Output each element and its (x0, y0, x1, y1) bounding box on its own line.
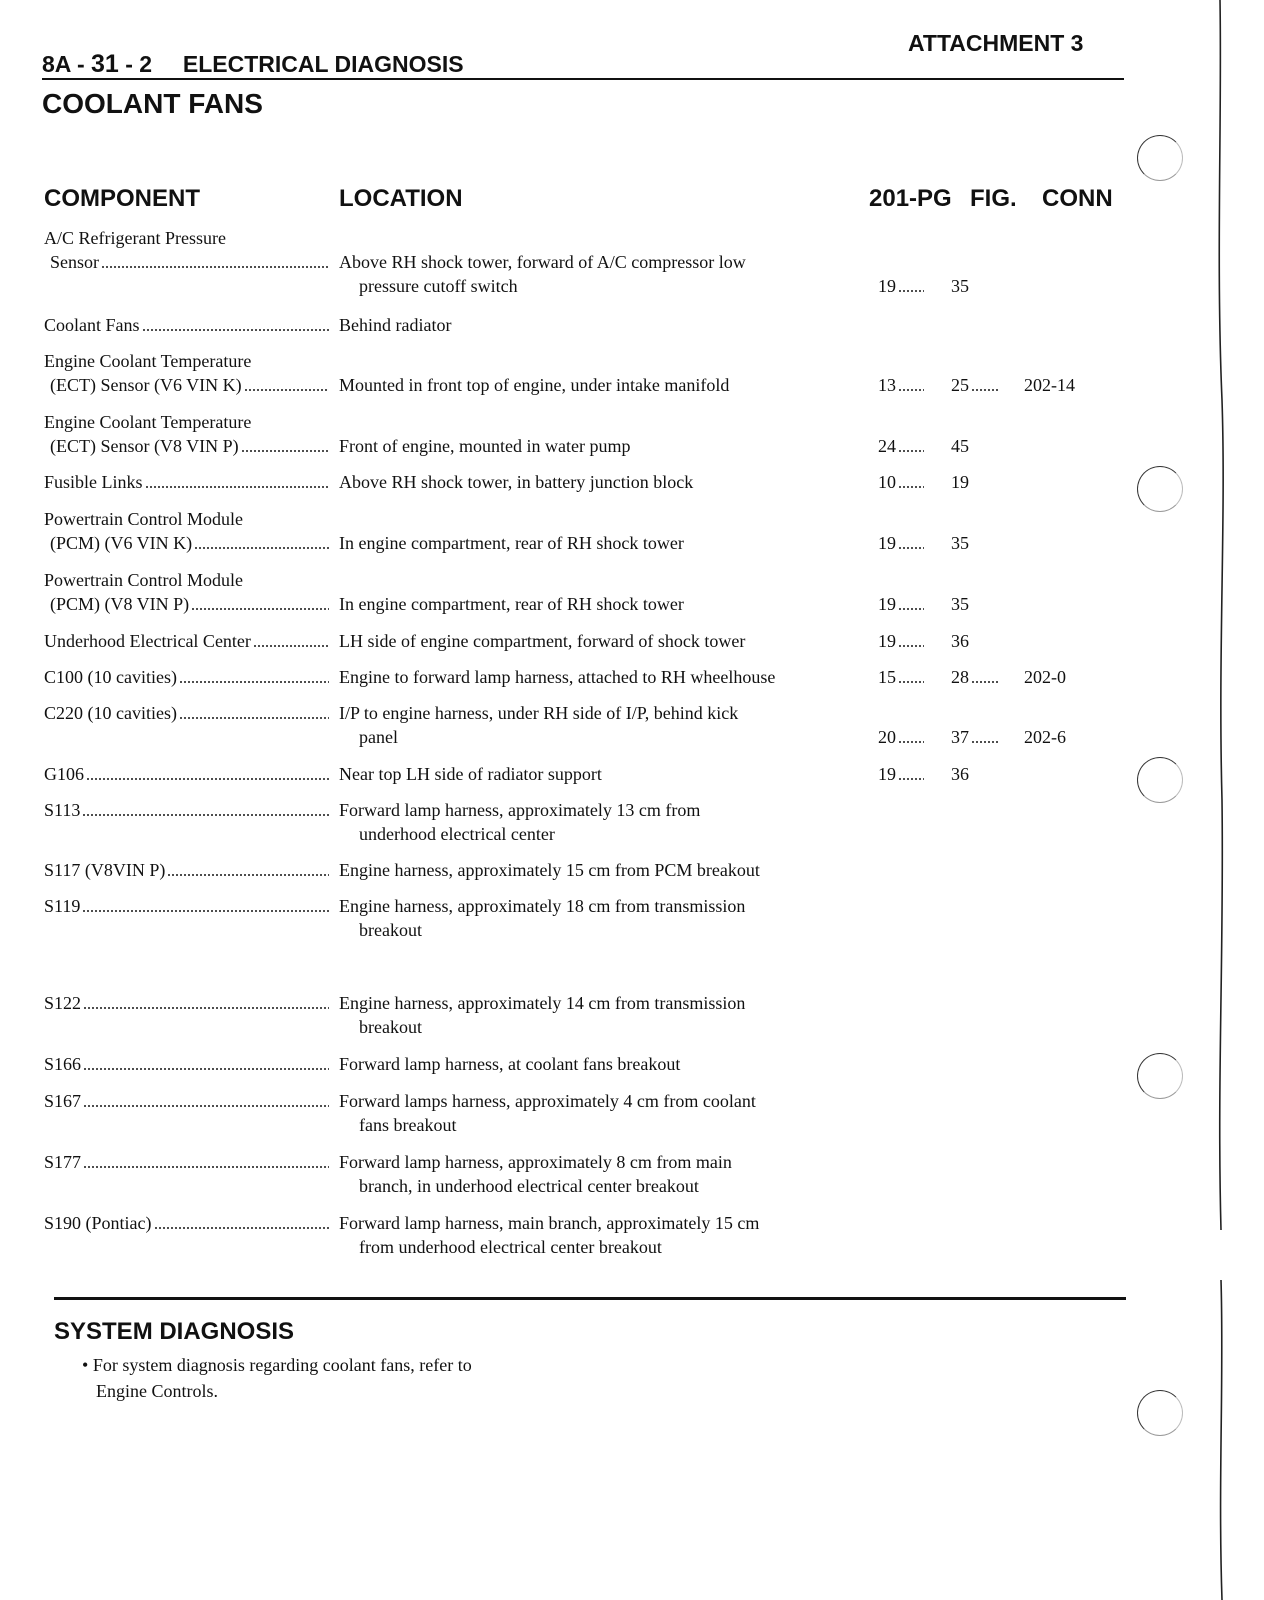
component-name: Fusible Links (44, 472, 143, 492)
page-ref: 24 (878, 436, 896, 456)
location-text-cont: breakout (359, 920, 422, 940)
location-text: Above RH shock tower, in battery junction block (339, 472, 694, 492)
page-edge-line (1218, 0, 1264, 1600)
location-cell (339, 470, 874, 494)
component-name-cont: (ECT) Sensor (V8 VIN P) (50, 436, 239, 456)
location-cell (339, 858, 874, 882)
component-cell (44, 470, 329, 494)
component-cell (44, 1150, 329, 1174)
dot-leader (971, 741, 999, 743)
figure-ref: 36 (951, 631, 969, 651)
figure-ref: 25 (951, 375, 969, 395)
dot-leader (179, 717, 329, 719)
location-cell (339, 701, 874, 749)
location-text: Behind radiator (339, 315, 452, 335)
column-header-location: LOCATION (339, 185, 463, 212)
dot-leader (898, 389, 924, 391)
dot-leader (167, 874, 329, 876)
dot-leader (154, 1227, 330, 1229)
component-name-cont: Sensor (50, 252, 99, 272)
dot-leader (898, 681, 924, 683)
column-header-figure: FIG. (970, 185, 1017, 212)
header-divider (42, 78, 1124, 80)
dot-leader (898, 290, 924, 292)
location-text-cont: from underhood electrical center breakout (359, 1237, 662, 1257)
dot-leader (194, 547, 329, 549)
location-text: Forward lamp harness, approximately 8 cm from main (339, 1152, 732, 1172)
location-text: I/P to engine harness, under RH side of I/P, behind kick (339, 703, 739, 723)
component-name: S167 (44, 1091, 82, 1111)
section-reference: 8A - 31 - 2 ELECTRICAL DIAGNOSIS (42, 50, 464, 78)
location-cell (339, 250, 874, 298)
component-name: G106 (44, 764, 84, 784)
location-cell (339, 1089, 874, 1137)
dot-leader (82, 910, 329, 912)
component-name: Powertrain Control Module (44, 570, 243, 590)
component-cell (44, 349, 329, 397)
component-name: S119 (44, 896, 81, 916)
component-name-cont: (PCM) (V8 VIN P) (50, 594, 190, 614)
figure-ref: 37 (951, 727, 969, 747)
component-name: Coolant Fans (44, 315, 140, 335)
binder-hole-icon (1137, 135, 1183, 181)
binder-hole-icon (1137, 1390, 1183, 1436)
dot-leader (145, 486, 329, 488)
location-cell (339, 665, 874, 689)
page-ref: 10 (878, 472, 896, 492)
location-text: Above RH shock tower, forward of A/C compressor low (339, 252, 746, 272)
component-name-cont: (PCM) (V6 VIN K) (50, 533, 193, 553)
figure-ref: 35 (951, 594, 969, 614)
location-text: Near top LH side of radiator support (339, 764, 602, 784)
dot-leader (898, 645, 924, 647)
location-text: LH side of engine compartment, forward of shock tower (339, 631, 746, 651)
dot-leader (83, 1166, 329, 1168)
location-text-cont: breakout (359, 1017, 422, 1037)
component-cell (44, 894, 329, 918)
dot-leader (179, 681, 329, 683)
page-ref: 19 (878, 594, 896, 614)
location-text-cont: fans breakout (359, 1115, 457, 1135)
page-ref: 19 (878, 764, 896, 784)
component-name: C100 (10 cavities) (44, 667, 177, 687)
dot-leader (898, 486, 924, 488)
location-cell (339, 313, 874, 337)
dot-leader (898, 547, 924, 549)
connector-ref: 202-0 (1024, 667, 1066, 687)
page-ref: 20 (878, 727, 896, 747)
component-name: S166 (44, 1054, 82, 1074)
dot-leader (241, 450, 329, 452)
location-cell (339, 1052, 874, 1076)
location-cell (339, 1211, 874, 1259)
location-text: Front of engine, mounted in water pump (339, 436, 631, 456)
location-cell (339, 592, 874, 616)
location-cell (339, 991, 874, 1039)
connector-ref: 202-14 (1024, 375, 1075, 395)
component-cell (44, 1089, 329, 1113)
column-header-connector: CONN (1042, 185, 1113, 212)
section-code-c: 2 (139, 51, 153, 77)
column-header-component: COMPONENT (44, 185, 200, 212)
location-text: Forward lamp harness, at coolant fans breakout (339, 1054, 681, 1074)
page-ref: 19 (878, 631, 896, 651)
location-text: In engine compartment, rear of RH shock tower (339, 594, 684, 614)
location-text-cont: panel (359, 727, 398, 747)
page-ref: 19 (878, 276, 896, 296)
location-text: Forward lamp harness, approximately 13 cm from (339, 800, 701, 820)
dot-leader (898, 741, 924, 743)
dot-leader (898, 608, 924, 610)
location-text: In engine compartment, rear of RH shock tower (339, 533, 684, 553)
location-text: Mounted in front top of engine, under intake manifold (339, 375, 730, 395)
component-cell (44, 991, 329, 1015)
attachment-label: ATTACHMENT 3 (908, 30, 1084, 56)
location-text: Engine harness, approximately 15 cm from PCM breakout (339, 860, 760, 880)
section-code-a: 8A (42, 51, 71, 77)
dot-leader (142, 329, 329, 331)
component-cell (44, 410, 329, 458)
component-cell (44, 568, 329, 616)
location-cell (339, 1150, 874, 1198)
location-text: Engine harness, approximately 18 cm from transmission (339, 896, 746, 916)
dot-leader (83, 1105, 329, 1107)
dot-leader (971, 389, 999, 391)
column-header-page: 201-PG (869, 185, 952, 212)
location-text: Engine harness, approximately 14 cm from transmission (339, 993, 746, 1013)
page-ref: 15 (878, 667, 896, 687)
system-diagnosis-text (82, 1352, 602, 1404)
component-name: A/C Refrigerant Pressure (44, 228, 226, 248)
binder-hole-icon (1137, 1053, 1183, 1099)
dot-leader (101, 266, 329, 268)
component-cell (44, 1211, 329, 1235)
location-cell (339, 531, 874, 555)
dot-leader (898, 450, 924, 452)
figure-ref: 45 (951, 436, 969, 456)
page-ref: 13 (878, 375, 896, 395)
section-code-b: 31 (91, 50, 119, 78)
diagnosis-line-1: For system diagnosis regarding coolant fans, refer to (92, 1355, 472, 1375)
dot-leader (244, 389, 329, 391)
figure-ref: 35 (951, 276, 969, 296)
connector-ref: 202-6 (1024, 727, 1066, 747)
dot-leader (191, 608, 329, 610)
dot-leader (253, 645, 329, 647)
component-name: C220 (10 cavities) (44, 703, 177, 723)
location-text: Forward lamp harness, main branch, approximately 15 cm (339, 1213, 760, 1233)
component-cell (44, 313, 329, 337)
component-cell (44, 507, 329, 555)
component-cell (44, 1052, 329, 1076)
component-cell (44, 629, 329, 653)
component-cell (44, 798, 329, 822)
component-cell (44, 701, 329, 725)
location-cell (339, 373, 874, 397)
location-text: Engine to forward lamp harness, attached to RH wheelhouse (339, 667, 776, 687)
location-cell (339, 629, 874, 653)
figure-ref: 36 (951, 764, 969, 784)
component-name: Powertrain Control Module (44, 509, 243, 529)
component-name: S122 (44, 993, 82, 1013)
system-diagnosis-title: SYSTEM DIAGNOSIS (54, 1318, 295, 1345)
location-text-cont: pressure cutoff switch (359, 276, 518, 296)
location-cell (339, 894, 874, 942)
figure-ref: 35 (951, 533, 969, 553)
component-cell (44, 226, 329, 274)
location-cell (339, 762, 874, 786)
dot-leader (83, 1007, 329, 1009)
location-text: Forward lamps harness, approximately 4 cm from coolant (339, 1091, 756, 1111)
component-name: Underhood Electrical Center (44, 631, 251, 651)
dot-leader (82, 814, 329, 816)
section-divider (54, 1297, 1126, 1300)
component-cell (44, 762, 329, 786)
component-name: Engine Coolant Temperature (44, 351, 252, 371)
dot-leader (83, 1068, 329, 1070)
dot-leader (898, 778, 924, 780)
section-name: ELECTRICAL DIAGNOSIS (182, 51, 464, 77)
dot-leader (971, 681, 999, 683)
component-name-cont: (ECT) Sensor (V6 VIN K) (50, 375, 242, 395)
dot-leader (86, 778, 329, 780)
page-ref: 19 (878, 533, 896, 553)
diagnosis-line-2: Engine Controls. (96, 1381, 218, 1401)
location-text-cont: underhood electrical center (359, 824, 555, 844)
component-name: S117 (V8VIN P) (44, 860, 166, 880)
binder-hole-icon (1137, 757, 1183, 803)
component-cell (44, 665, 329, 689)
figure-ref: 28 (951, 667, 969, 687)
location-cell (339, 434, 874, 458)
bullet-icon: • (82, 1355, 89, 1375)
component-name: Engine Coolant Temperature (44, 412, 252, 432)
figure-ref: 19 (951, 472, 969, 492)
location-text-cont: branch, in underhood electrical center breakout (359, 1176, 699, 1196)
component-name: S190 (Pontiac) (44, 1213, 152, 1233)
component-name: S113 (44, 800, 81, 820)
component-name: S177 (44, 1152, 82, 1172)
location-cell (339, 798, 874, 846)
page-title: COOLANT FANS (42, 88, 263, 119)
component-cell (44, 858, 329, 882)
binder-hole-icon (1137, 466, 1183, 512)
